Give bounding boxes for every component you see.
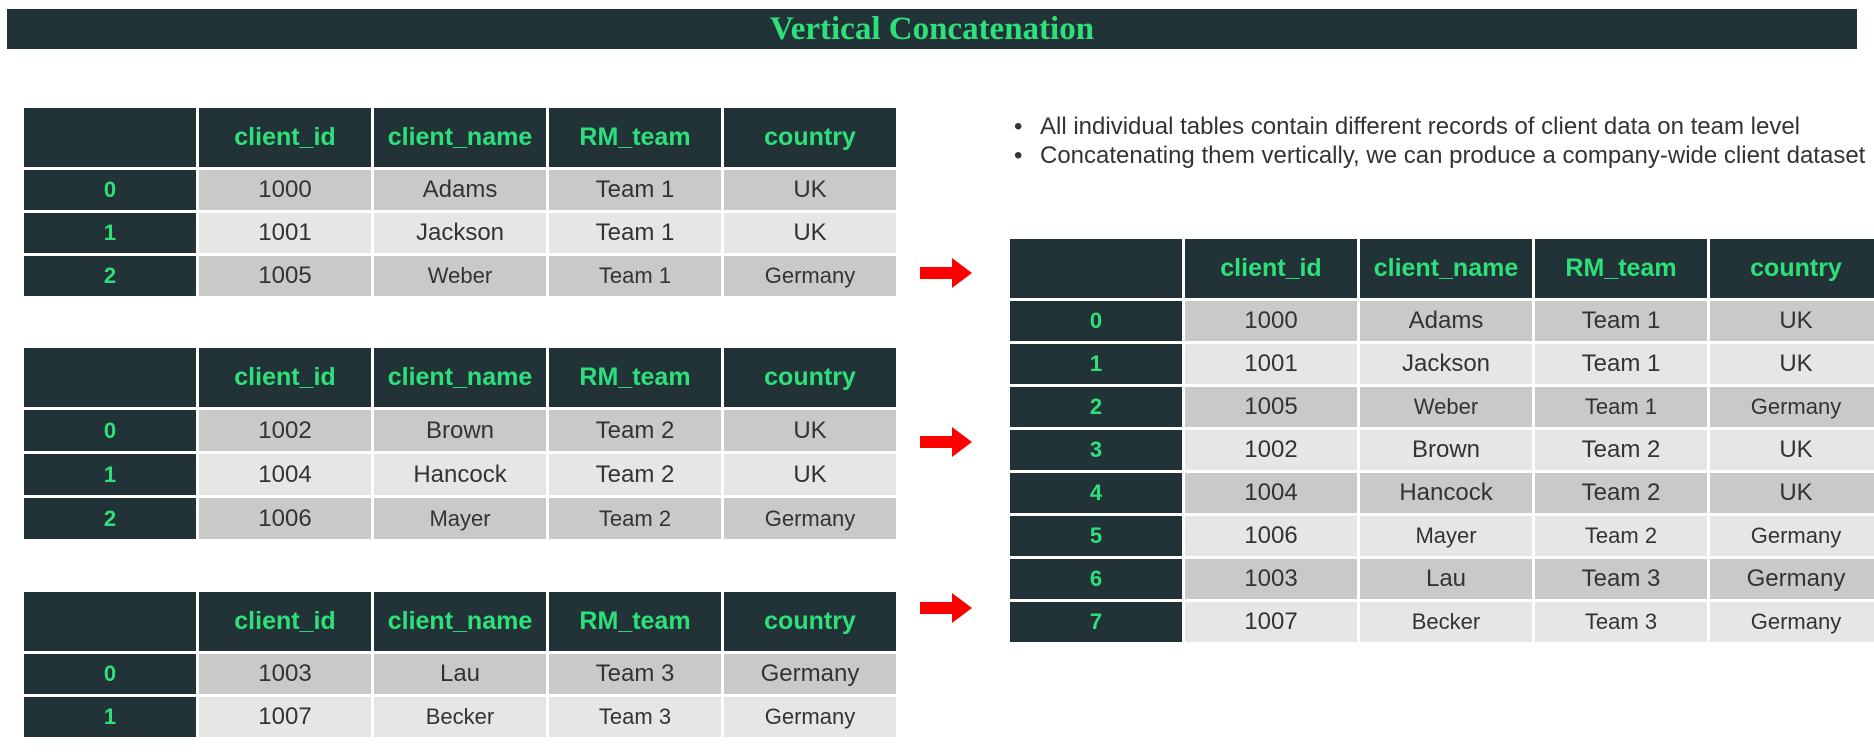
bullet-text: Concatenating them vertically, we can produce a company-wide client dataset <box>1040 142 1866 169</box>
col-header-rm-team: RM_team <box>549 348 721 407</box>
client-id-cell: 1007 <box>1185 602 1357 642</box>
row-index: 1 <box>1010 344 1182 384</box>
table-row <box>24 697 896 737</box>
row-index: 0 <box>24 170 196 210</box>
col-header-client-id: client_id <box>199 348 371 407</box>
team3-table <box>21 589 899 740</box>
client-id-cell: 1003 <box>199 654 371 694</box>
right-arrow-icon <box>920 427 972 457</box>
col-header-rm-team: RM_team <box>1535 239 1707 298</box>
country-cell: Germany <box>1710 387 1874 427</box>
row-index: 0 <box>1010 301 1182 341</box>
client-id-cell: 1000 <box>199 170 371 210</box>
client-id-cell: 1007 <box>199 697 371 737</box>
table-row <box>1010 516 1874 556</box>
col-header-client-name: client_name <box>374 108 546 167</box>
col-header-client-name: client_name <box>374 348 546 407</box>
table-row <box>1010 602 1874 642</box>
client-id-cell: 1006 <box>199 498 371 539</box>
rm-team-cell: Team 2 <box>549 498 721 539</box>
country-cell: Germany <box>1710 559 1874 599</box>
index-header <box>24 592 196 651</box>
table-row <box>1010 559 1874 599</box>
table-row <box>1010 301 1874 341</box>
row-index: 1 <box>24 454 196 495</box>
rm-team-cell: Team 2 <box>549 454 721 495</box>
table-row <box>24 256 896 296</box>
client-id-cell: 1005 <box>199 256 371 296</box>
client-name-cell: Hancock <box>1360 473 1532 513</box>
client-name-cell: Brown <box>374 410 546 451</box>
title-bar <box>7 9 1857 49</box>
client-name-cell: Brown <box>1360 430 1532 470</box>
client-id-cell: 1002 <box>199 410 371 451</box>
client-name-cell: Jackson <box>1360 344 1532 384</box>
rm-team-cell: Team 3 <box>1535 559 1707 599</box>
col-header-country: country <box>724 108 896 167</box>
header-row <box>1010 239 1874 298</box>
country-cell: Germany <box>1710 516 1874 556</box>
table-row <box>1010 430 1874 470</box>
right-arrow-icon <box>920 258 972 288</box>
country-cell: UK <box>724 410 896 451</box>
client-id-cell: 1001 <box>1185 344 1357 384</box>
bullet-item <box>1010 112 1870 141</box>
col-header-rm-team: RM_team <box>549 592 721 651</box>
col-header-rm-team: RM_team <box>549 108 721 167</box>
client-name-cell: Adams <box>374 170 546 210</box>
page-title: Vertical Concatenation <box>769 11 1095 47</box>
table-row <box>1010 387 1874 427</box>
table-row <box>24 213 896 253</box>
client-id-cell: 1004 <box>199 454 371 495</box>
row-index: 5 <box>1010 516 1182 556</box>
row-index: 4 <box>1010 473 1182 513</box>
rm-team-cell: Team 1 <box>1535 387 1707 427</box>
col-header-country: country <box>1710 239 1874 298</box>
index-header <box>1010 239 1182 298</box>
right-arrow-icon <box>920 593 972 623</box>
row-index: 2 <box>24 256 196 296</box>
row-index: 6 <box>1010 559 1182 599</box>
header-row <box>24 348 896 407</box>
table-row <box>24 454 896 495</box>
country-cell: UK <box>1710 301 1874 341</box>
col-header-country: country <box>724 592 896 651</box>
country-cell: UK <box>1710 473 1874 513</box>
country-cell: Germany <box>724 654 896 694</box>
rm-team-cell: Team 1 <box>1535 344 1707 384</box>
row-index: 2 <box>1010 387 1182 427</box>
client-name-cell: Lau <box>374 654 546 694</box>
bullet-glyph: • <box>1014 113 1023 140</box>
table-row <box>1010 473 1874 513</box>
rm-team-cell: Team 3 <box>1535 602 1707 642</box>
bullet-glyph: • <box>1014 142 1023 169</box>
country-cell: UK <box>724 454 896 495</box>
client-name-cell: Adams <box>1360 301 1532 341</box>
country-cell: UK <box>1710 344 1874 384</box>
team2-table <box>21 345 899 542</box>
client-id-cell: 1004 <box>1185 473 1357 513</box>
rm-team-cell: Team 2 <box>1535 430 1707 470</box>
index-header <box>24 348 196 407</box>
client-id-cell: 1006 <box>1185 516 1357 556</box>
row-index: 7 <box>1010 602 1182 642</box>
col-header-client-name: client_name <box>374 592 546 651</box>
row-index: 2 <box>24 498 196 539</box>
client-name-cell: Weber <box>374 256 546 296</box>
client-name-cell: Lau <box>1360 559 1532 599</box>
row-index: 0 <box>24 654 196 694</box>
rm-team-cell: Team 3 <box>549 697 721 737</box>
rm-team-cell: Team 1 <box>549 213 721 253</box>
client-name-cell: Mayer <box>1360 516 1532 556</box>
client-name-cell: Jackson <box>374 213 546 253</box>
country-cell: UK <box>724 213 896 253</box>
client-id-cell: 1001 <box>199 213 371 253</box>
rm-team-cell: Team 2 <box>549 410 721 451</box>
country-cell: UK <box>724 170 896 210</box>
client-id-cell: 1002 <box>1185 430 1357 470</box>
rm-team-cell: Team 1 <box>549 170 721 210</box>
header-row <box>24 592 896 651</box>
client-id-cell: 1003 <box>1185 559 1357 599</box>
client-name-cell: Becker <box>1360 602 1532 642</box>
index-header <box>24 108 196 167</box>
combined-table <box>1007 236 1874 645</box>
bullet-list <box>1010 112 1870 170</box>
client-name-cell: Hancock <box>374 454 546 495</box>
table-row <box>1010 344 1874 384</box>
country-cell: Germany <box>1710 602 1874 642</box>
country-cell: UK <box>1710 430 1874 470</box>
row-index: 1 <box>24 213 196 253</box>
country-cell: Germany <box>724 256 896 296</box>
row-index: 0 <box>24 410 196 451</box>
table-row <box>24 170 896 210</box>
bullet-item <box>1010 141 1870 170</box>
header-row <box>24 108 896 167</box>
client-name-cell: Becker <box>374 697 546 737</box>
row-index: 1 <box>24 697 196 737</box>
client-name-cell: Weber <box>1360 387 1532 427</box>
team1-table <box>21 105 899 299</box>
client-name-cell: Mayer <box>374 498 546 539</box>
country-cell: Germany <box>724 697 896 737</box>
col-header-client-name: client_name <box>1360 239 1532 298</box>
rm-team-cell: Team 2 <box>1535 473 1707 513</box>
table-row <box>24 498 896 539</box>
col-header-country: country <box>724 348 896 407</box>
rm-team-cell: Team 1 <box>549 256 721 296</box>
rm-team-cell: Team 3 <box>549 654 721 694</box>
rm-team-cell: Team 2 <box>1535 516 1707 556</box>
country-cell: Germany <box>724 498 896 539</box>
table-row <box>24 410 896 451</box>
col-header-client-id: client_id <box>1185 239 1357 298</box>
client-id-cell: 1005 <box>1185 387 1357 427</box>
table-row <box>24 654 896 694</box>
bullet-text: All individual tables contain different records of client data on team level <box>1040 113 1800 140</box>
col-header-client-id: client_id <box>199 592 371 651</box>
client-id-cell: 1000 <box>1185 301 1357 341</box>
row-index: 3 <box>1010 430 1182 470</box>
rm-team-cell: Team 1 <box>1535 301 1707 341</box>
col-header-client-id: client_id <box>199 108 371 167</box>
